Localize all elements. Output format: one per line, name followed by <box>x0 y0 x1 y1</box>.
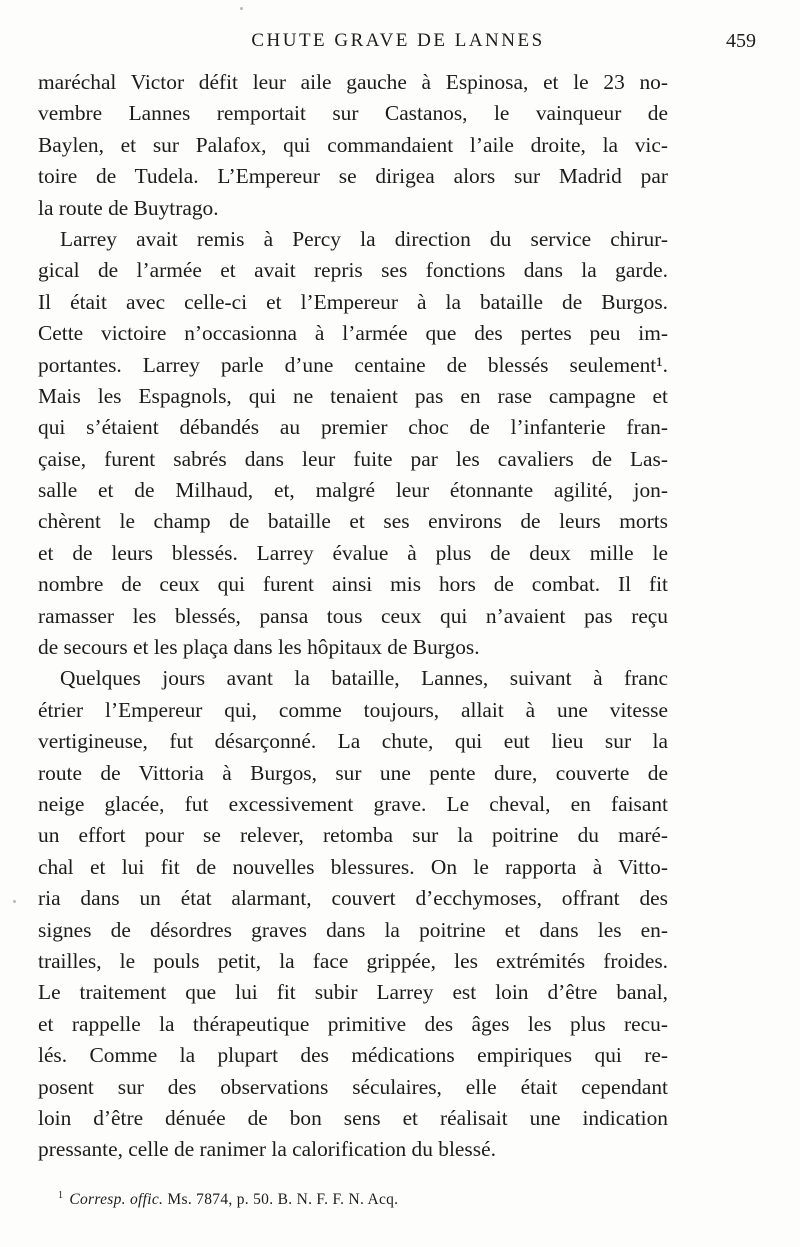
text-line: chèrent le champ de bataille et ses environs de leurs morts <box>38 509 668 534</box>
text-line: posent sur des observations séculaires, elle était cependant <box>38 1074 668 1099</box>
text-line: lés. Comme la plupart des médications empiriques qui re- <box>38 1043 668 1068</box>
text-line: trailles, le pouls petit, la face grippée, les extrémités froides. <box>38 948 668 973</box>
paragraph-first-line: Quelques jours avant la bataille, Lannes, suivant à franc <box>60 666 668 691</box>
text-line: ria dans un état alarmant, couvert d’ecchymoses, offrant des <box>38 886 668 911</box>
text-line: Le traitement que lui fit subir Larrey est loin d’être banal, <box>38 980 668 1005</box>
running-head <box>38 28 758 58</box>
text-line: neige glacée, fut excessivement grave. Le cheval, en faisant <box>38 791 668 816</box>
text-line: la route de Buytrago. <box>38 195 219 220</box>
footnote-mark: 1 <box>58 1190 64 1201</box>
footnote <box>58 1190 398 1209</box>
text-line: portantes. Larrey parle d’une centaine de blessés seulement¹. <box>38 352 668 377</box>
text-line: Il était avec celle-ci et l’Empereur à la bataille de Burgos. <box>38 289 668 314</box>
text-line: Cette victoire n’occasionna à l’armée que des pertes peu im- <box>38 321 668 346</box>
text-line: chal et lui fit de nouvelles blessures. On le rapporta à Vitto- <box>38 854 668 879</box>
paragraph-first-line: Larrey avait remis à Percy la direction du service chirur- <box>60 226 668 251</box>
text-line: vertigineuse, fut désarçonné. La chute, qui eut lieu sur la <box>38 729 668 754</box>
text-line: Mais les Espagnols, qui ne tenaient pas en rase campagne et <box>38 383 668 408</box>
text-line: signes de désordres graves dans la poitrine et dans les en- <box>38 917 668 942</box>
text-line: et rappelle la thérapeutique primitive des âges les plus recu- <box>38 1011 668 1036</box>
text-line: vembre Lannes remportait sur Castanos, le vainqueur de <box>38 101 668 126</box>
text-line: gical de l’armée et avait repris ses fonctions dans la garde. <box>38 258 668 283</box>
text-line: et de leurs blessés. Larrey évalue à plus de deux mille le <box>38 540 668 565</box>
text-line: loin d’être dénuée de bon sens et réalisait une indication <box>38 1105 668 1130</box>
running-title: CHUTE GRAVE DE LANNES <box>251 30 545 51</box>
footnote-source: Corresp. offic. <box>69 1191 164 1209</box>
text-line: toire de Tudela. L’Empereur se dirigea alors sur Madrid par <box>38 164 668 189</box>
page-number: 459 <box>726 30 756 52</box>
text-line: pressante, celle de ranimer la calorification du blessé. <box>38 1137 496 1162</box>
scan-speck <box>240 7 243 10</box>
body-text <box>38 67 668 1166</box>
text-line: nombre de ceux qui furent ainsi mis hors de combat. Il fit <box>38 572 668 597</box>
text-line: de secours et les plaça dans les hôpitaux de Burgos. <box>38 635 480 660</box>
text-line: çaise, furent sabrés dans leur fuite par les cavaliers de Las- <box>38 446 668 471</box>
text-line: un effort pour se relever, retomba sur la poitrine du maré- <box>38 823 668 848</box>
text-line: qui s’étaient débandés au premier choc de l’infanterie fran- <box>38 415 668 440</box>
text-line: route de Vittoria à Burgos, sur une pente dure, couverte de <box>38 760 668 785</box>
text-line: étrier l’Empereur qui, comme toujours, allait à une vitesse <box>38 697 668 722</box>
text-line: Baylen, et sur Palafox, qui commandaient l’aile droite, la vic- <box>38 132 668 157</box>
text-line: maréchal Victor défit leur aile gauche à Espinosa, et le 23 no- <box>38 70 668 94</box>
text-line: ramasser les blessés, pansa tous ceux qui n’avaient pas reçu <box>38 603 668 628</box>
footnote-reference: Ms. 7874, p. 50. B. N. F. F. N. Acq. <box>167 1191 399 1209</box>
text-line: salle et de Milhaud, et, malgré leur étonnante agilité, jon- <box>38 478 668 503</box>
scan-speck <box>13 900 16 903</box>
